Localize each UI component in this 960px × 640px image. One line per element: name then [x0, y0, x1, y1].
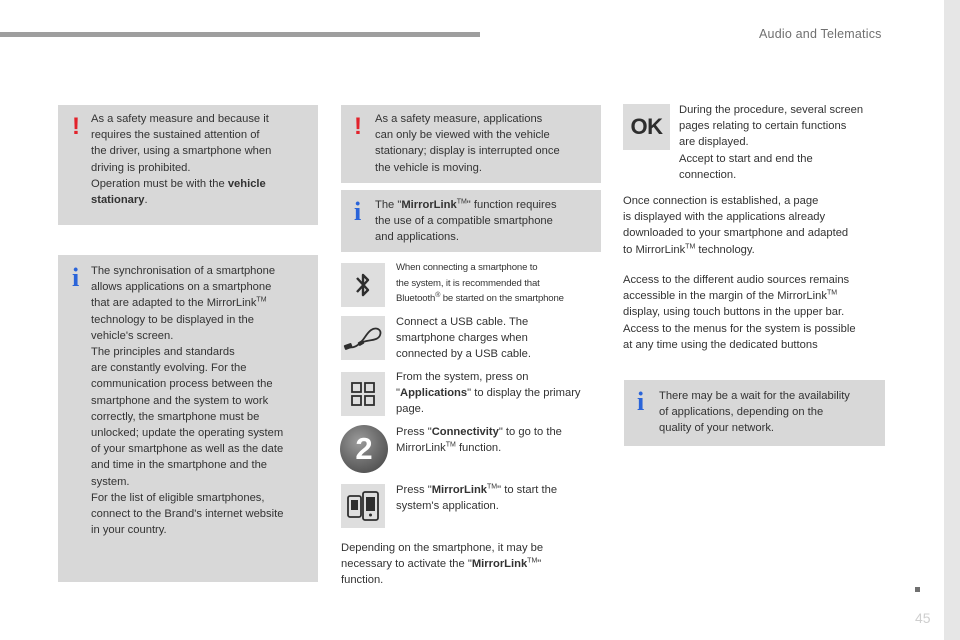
- ok-tile: [623, 104, 670, 150]
- safety-warning-box: [58, 105, 318, 225]
- mirrorlink-tile: [341, 484, 385, 528]
- step-number-badge: 2: [340, 425, 388, 473]
- ok-label: OK: [630, 114, 663, 139]
- info-icon: i: [354, 197, 362, 226]
- mirrorlink-requirement-text: The "MirrorLink™" function requires the use of a compatible smartphone and applications.: [375, 198, 557, 244]
- availability-text: There may be a wait for the availability of applications, depending on the quality of your network.: [659, 390, 850, 435]
- applications-grid-icon: [350, 381, 376, 407]
- activation-note: Depending on the smartphone, it may be necessary to activate the "MirrorLink™" function.: [341, 542, 544, 587]
- usb-step-text: Connect a USB cable. The smartphone charges when connected by a USB cable.: [396, 316, 531, 361]
- exclamation-icon: !: [72, 113, 80, 140]
- warning-text: As a safety measure and because it requires the sustained attention of the driver, using a smartphone when driving is prohibited. Operation must be with the vehicle stationary.: [91, 113, 272, 207]
- info-icon: i: [72, 263, 80, 292]
- connection-established-paragraph: Once connection is established, a page is displayed with the applications already downloaded to your smartphone and adapted to MirrorLink™ technology.: [623, 195, 849, 256]
- page-edge-strip: [944, 0, 960, 640]
- ok-step-text: During the procedure, several screen pages relating to certain functions are displayed. Accept to start and end the connection.: [679, 104, 864, 181]
- synchronisation-info-box: [58, 255, 318, 582]
- mirrorlink-requirement-box: [341, 190, 601, 252]
- applications-tile: [341, 372, 385, 416]
- applications-step-text: From the system, press on "Applications" to display the primary page.: [396, 371, 581, 416]
- info-icon: i: [637, 387, 645, 416]
- usb-cable-tile: [341, 316, 385, 360]
- usb-cable-icon: [343, 323, 383, 353]
- bluetooth-icon: [352, 270, 374, 300]
- bluetooth-step-text: When connecting a smartphone to the system, it is recommended that Bluetooth® be started on the smartphone: [396, 262, 564, 304]
- section-title: Audio and Telematics: [759, 27, 882, 41]
- bluetooth-tile: [341, 263, 385, 307]
- connectivity-step-text: Press "Connectivity" to go to the MirrorLink™ function.: [396, 426, 562, 455]
- mirrorlink-phones-icon: [346, 489, 380, 523]
- availability-info-box: [624, 380, 885, 446]
- viewing-warning-text: As a safety measure, applications can only be viewed with the vehicle stationary; display is interrupted once the vehicle is moving.: [375, 113, 560, 174]
- page-number: 45: [915, 610, 931, 626]
- mirrorlink-step-text: Press "MirrorLink™" to start the system's application.: [396, 483, 558, 513]
- exclamation-icon: !: [354, 113, 362, 140]
- audio-sources-paragraph: Access to the different audio sources remains accessible in the margin of the MirrorLink™ display, using touch buttons in the upper bar. Access to the menus for the system is possible at any time using the dedicated buttons: [623, 274, 856, 351]
- page-end-marker: [915, 587, 920, 592]
- synchronisation-text: The synchronisation of a smartphone allows applications on a smartphone that are adapted to the MirrorLink™ technology to be displayed in the vehicle's screen. The principles and standards are constantly evolving. For the communication process between the smartphone and the system to work correctly, the smartphone must be unlocked; update the operating system of your smartphone as well as the date and time in the smartphone and the system. For the list of eligible smartphones, connect to the Brand's internet website in your country.: [91, 265, 284, 537]
- header-bar: [0, 32, 480, 37]
- viewing-warning-box: [341, 105, 601, 183]
